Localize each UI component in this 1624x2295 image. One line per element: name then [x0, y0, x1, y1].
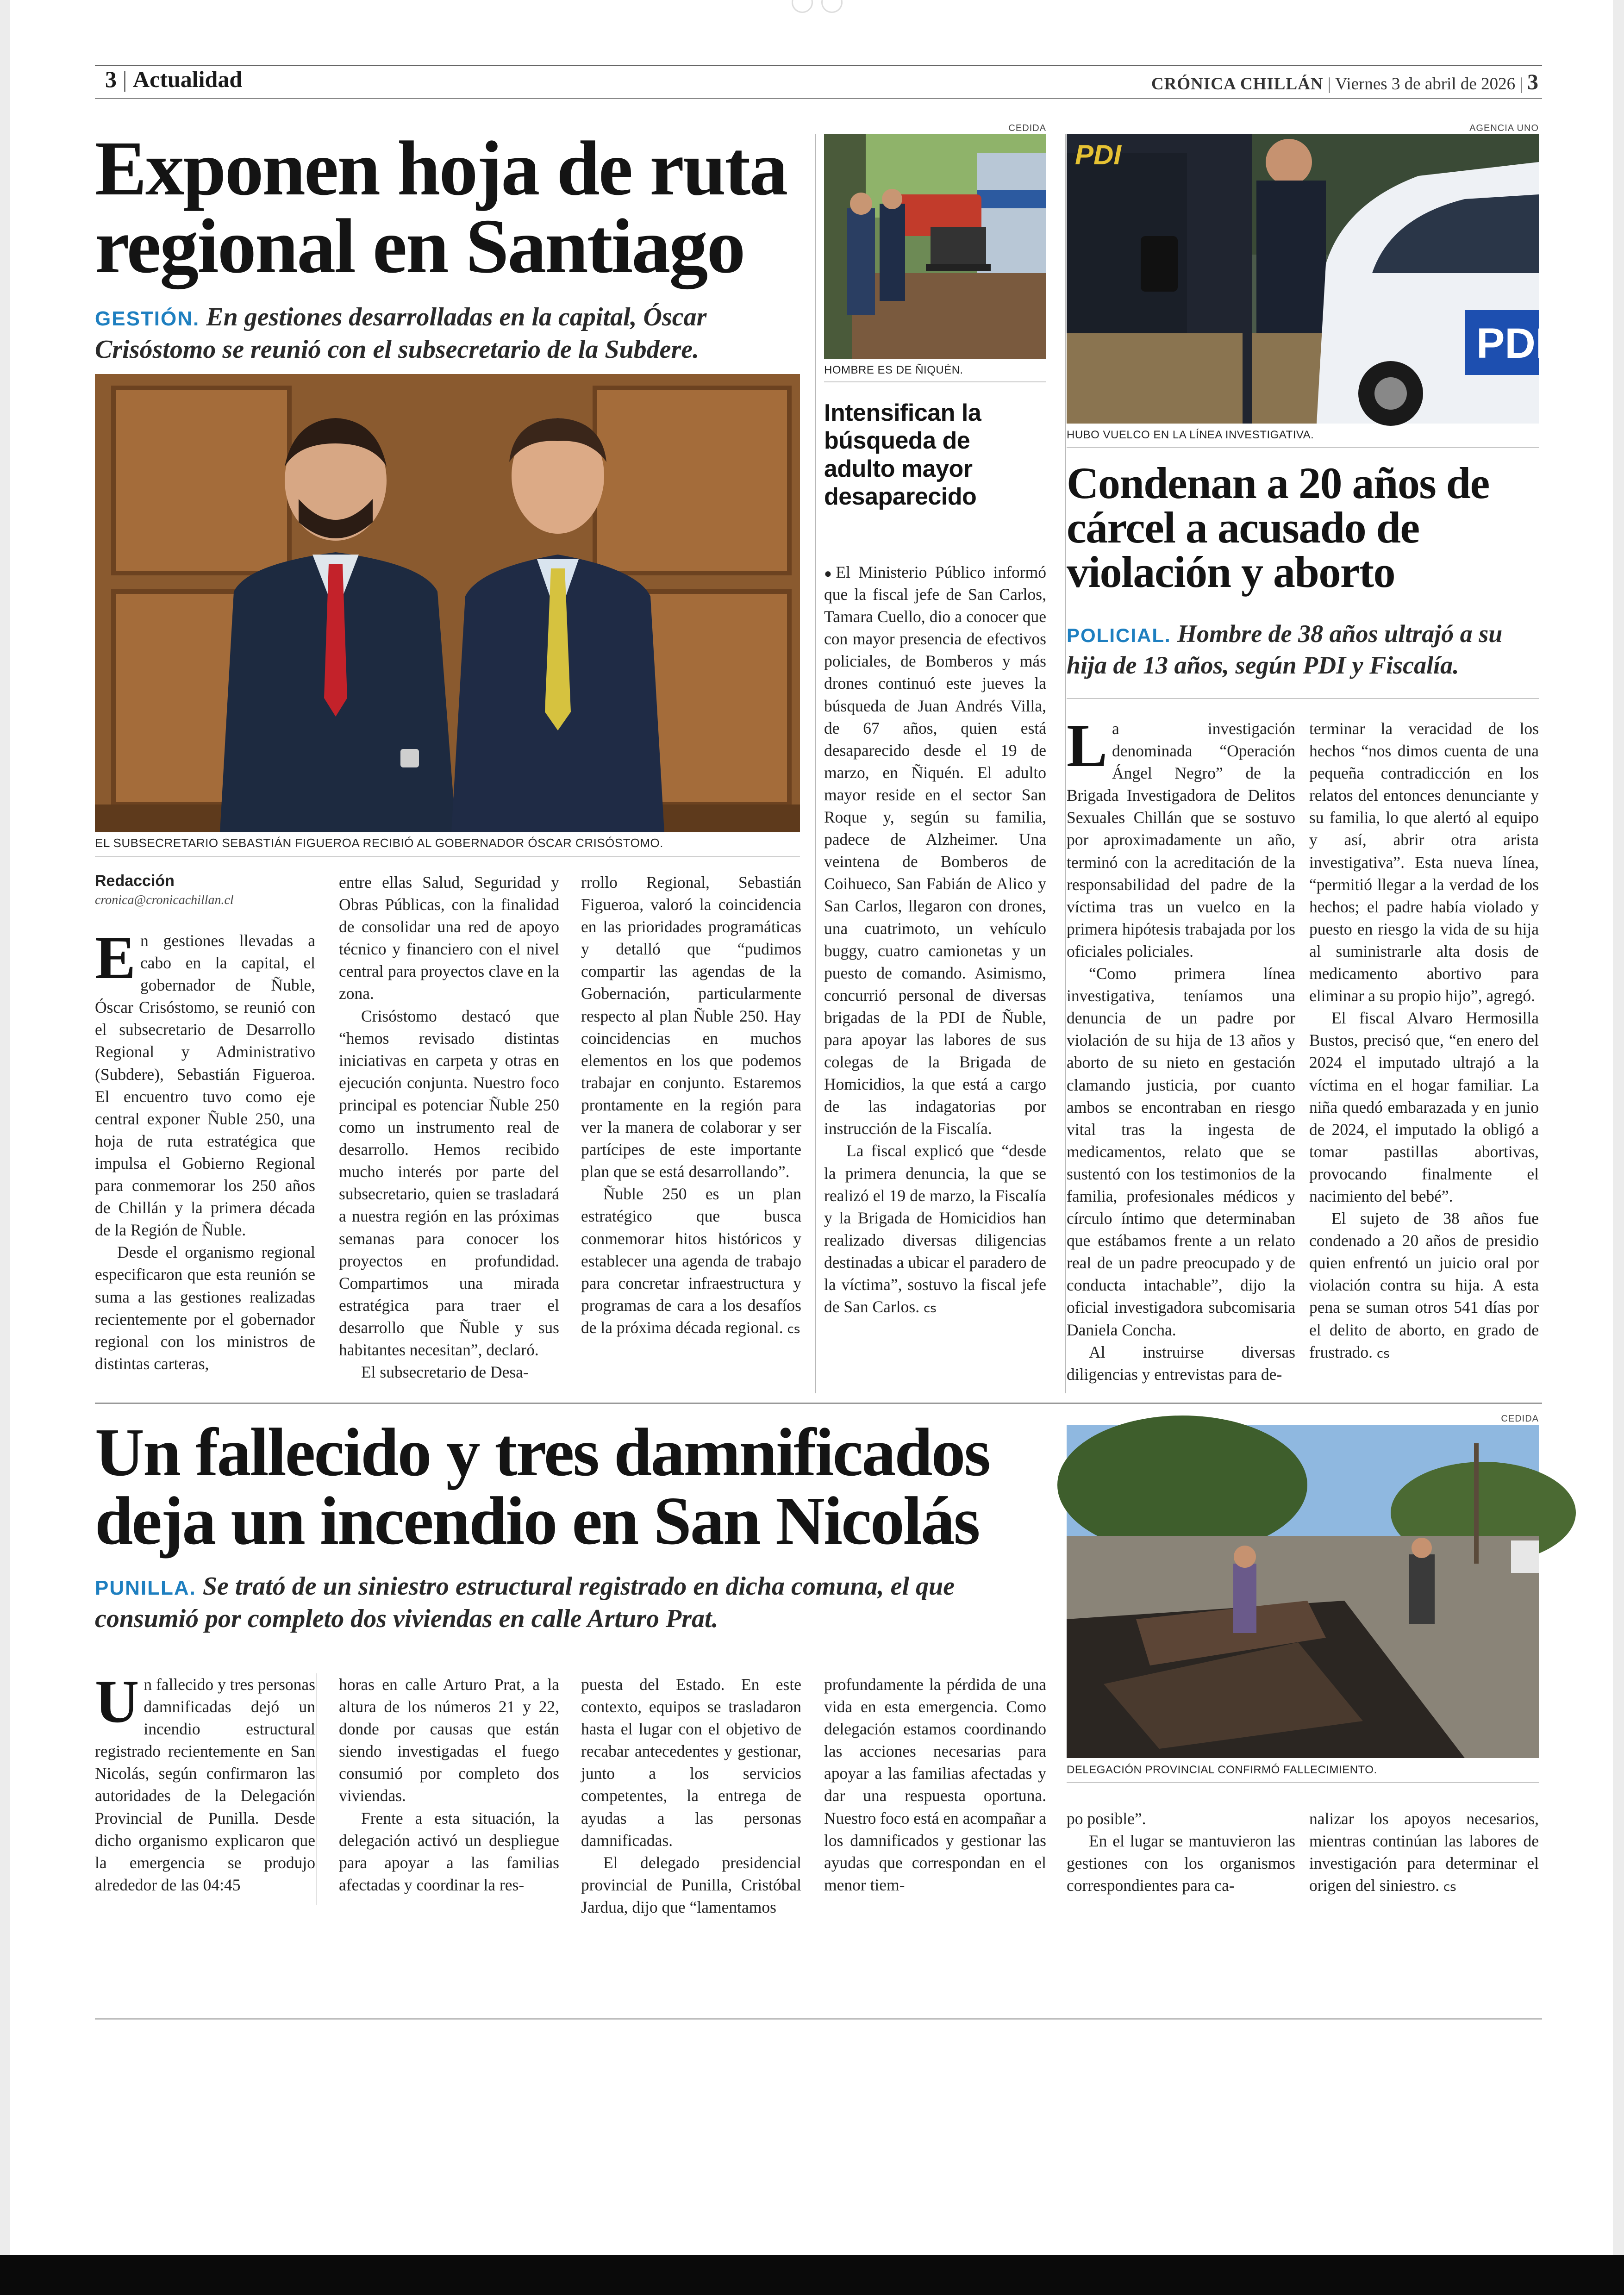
page-nav-dots[interactable]	[792, 0, 852, 12]
main-col3-p1: rrollo Regional, Sebastián Figueroa, valoró la coincidencia en las prioridades programáticas y detalló que “pudimos compartir las agendas de la Gobernación, particularmente respecto al plan Ñuble 250. Hay coincidencias en muchos elementos en los que podemos trabajar en conjunto. Estaremos prontamente en la región para ver la manera de colaborar y ser partícipes de este importante plan que se está desarrollando”.	[581, 873, 801, 1181]
fire-deck-line2: consumió por completo dos viviendas en calle Arturo Prat.	[95, 1604, 718, 1633]
side-caption-rule	[824, 381, 1046, 382]
main-col-1	[95, 870, 315, 1375]
police-headline-line3: violación y aborto	[1067, 547, 1395, 597]
fire-headline	[95, 1415, 990, 1559]
pdi-car-text: PDI	[1476, 320, 1548, 367]
fire-col-3	[581, 1673, 801, 1918]
fire-col5-p1: po posible”.	[1067, 1809, 1146, 1828]
main-headline-line2: regional en Santiago	[95, 203, 744, 289]
main-col2-p2: Crisóstomo destacó que “hemos revisado distintas iniciativas en carpeta y otras en ejecución conjunta. Nuestro foco principal es potenciar Ñuble 250 como un instrumento real de desarrollo. Hemos recibido mucho interés por parte del subsecretario, quien se trasladará a nuestra región en las próximas semanas para conocer los proyectos en profundidad. Compartimos una mirada estratégica para traer el desarrollo que Ñuble y sus habitantes necesitan”, declaró.	[339, 1006, 559, 1359]
fire-deck	[95, 1570, 1053, 1635]
page-bottom-rule	[95, 2018, 1542, 2020]
end-mark-icon: cs	[923, 1302, 937, 1316]
viewer-bottom-bar	[0, 2255, 1624, 2295]
page-number-right: 3	[1527, 70, 1539, 94]
fire-col3-p2: El delegado presidencial provincial de Punilla, Cristóbal Jardua, dijo que “lamentamos	[581, 1853, 801, 1916]
newspaper-page	[10, 0, 1613, 2255]
side-photo-caption: HOMBRE ES DE ÑIQUÉN.	[824, 364, 963, 376]
police-col-2	[1309, 717, 1539, 1363]
fire-drop-cap: U	[95, 1667, 139, 1735]
police-headline-line2: cárcel a acusado de	[1067, 503, 1419, 552]
main-kicker: GESTIÓN.	[95, 307, 200, 330]
police-col1-p2: “Como primera línea investigativa, teníamos una denuncia de un padre por violación de su hija de 13 años y aborto de su nieto en gestación clamando justicia, por cuanto ambos se encontraban en riesgo vital tras la ingesta de medicamentos, relato que se sustentó con los testimonios de la familia, profesionales médicos y círculo íntimo que determinaban que estábamos frente a un relato real de un padre preocupado y de conducta intachable”, dijo la oficial investigadora subcomisaria Daniela Concha.	[1067, 964, 1295, 1339]
fire-col-4	[824, 1673, 1046, 1896]
header-bottom-rule	[95, 98, 1542, 99]
fire-headline-line2: deja un incendio en San Nicolás	[95, 1483, 979, 1559]
end-mark-icon: cs	[1443, 1880, 1456, 1895]
main-col-3	[581, 871, 801, 1339]
main-drop-cap: E	[95, 923, 136, 992]
fire-deck-line1: Se trató de un siniestro estructural registrado en dicha comuna, el que	[202, 1572, 955, 1601]
side-photo	[824, 134, 1046, 359]
main-col2-p1: entre ellas Salud, Seguridad y Obras Públicas, con la finalidad de consolidar una red de apoyo técnico y financiero con el nivel central para proyectos clave en la zona.	[339, 873, 559, 1003]
main-col1-p2: Desde el organismo regional especificaron que esta reunión se suma a las gestiones realizadas recientemente por el gobernador regional con los ministros de distintas carteras,	[95, 1243, 315, 1373]
fire-photo-caption: DELEGACIÓN PROVINCIAL CONFIRMÓ FALLECIMIENTO.	[1067, 1764, 1377, 1776]
side-p1: El Ministerio Público informó que la fiscal jefe de San Carlos, Tamara Cuello, dio a conocer que con mayor presencia de efectivos policiales, de Bomberos y más drones continuó este jueves la búsqueda de Juan Andrés Villa, de 67 años, quien está desaparecido desde el 19 de marzo, en Ñiquén. El adulto mayor reside en el sector San Roque y, según su familia, padece de Alzheimer. Una veintena de Bomberos de Coihueco, San Fabián de Alico y San Carlos, llegaron con drones, una cuatrimoto, un vehículo buggy, cuatro camionetas y un puesto de comando. Asimismo, concurrió personal de diversas brigadas de la PDI de Ñuble, para apoyar las labores de sus colegas de la Brigada de Homicidios, la que está a cargo de las indagatorias por instrucción de la Fiscalía.	[824, 563, 1046, 1138]
main-headline-line1: Exponen hoja de ruta	[95, 125, 787, 212]
police-photo	[1067, 134, 1548, 424]
fire-headline-line1: Un fallecido y tres damnificados	[95, 1415, 990, 1491]
police-deck-rule	[1067, 698, 1539, 699]
police-photo-credit: AGENCIA UNO	[1469, 123, 1539, 133]
main-col1-p1: n gestiones llevadas a cabo en la capital, el gobernador de Ñuble, Óscar Crisóstomo, se reunió con el subsecretario de Desarrollo Regional y Administrativo (Subdere), Sebastián Figueroa. El encuentro tuvo como eje central exponer Ñuble 250, una hoja de ruta estratégica que impulsa el Gobierno Regional para conmemorar los 250 años de Chillán y la primera década de la Región de Ñuble.	[95, 931, 315, 1240]
main-col3-p2: Ñuble 250 es un plan estratégico que busca conmemorar hitos históricos y establecer una agenda de trabajo para concretar infraestructura y programas de cara a los desafíos de la próxima década regional.	[581, 1185, 801, 1337]
police-drop-cap: L	[1067, 711, 1108, 780]
fire-photo-credit: CEDIDA	[1501, 1414, 1539, 1424]
end-mark-icon: cs	[1376, 1347, 1390, 1361]
byline: Redacción	[95, 872, 175, 890]
fire-col1-p1: n fallecido y tres personas damnificadas dejó un incendio estructural registrado recientemente en San Nicolás, según confirmaron las autoridades de la Delegación Provincial de Punilla. Desde dicho organismo explicaron que la emergencia se produjo alrededor de las 04:45	[95, 1675, 315, 1894]
fire-col-2	[339, 1673, 559, 1896]
police-col1-p3: Al instruirse diversas diligencias y entrevistas para de-	[1067, 1342, 1295, 1384]
main-photo	[95, 374, 800, 832]
side-photo-credit: CEDIDA	[1008, 123, 1046, 133]
fire-photo	[1067, 1425, 1539, 1758]
side-p2: La fiscal explicó que “desde la primera denuncia, la que se realizó el 19 de marzo, la Fiscalía y la Brigada de Homicidios han realizado diversas diligencias destinadas a ubicar el paradero de la víctima”, sostuvo la fiscal jefe de San Carlos.	[824, 1141, 1046, 1316]
police-photo-caption: HUBO VUELCO EN LA LÍNEA INVESTIGATIVA.	[1067, 429, 1314, 441]
pdi-badge-text: PDI	[1075, 139, 1122, 170]
police-col1-p1: a investigación denominada “Operación Ángel Negro” de la Brigada Investigadora de Delitos Sexuales Chillán que se sostuvo por aproximadamente un año, terminó con la acreditación de la responsabilidad del padre de la víctima tras un vuelco en la primera hipótesis trabajada por los oficiales policiales.	[1067, 719, 1295, 960]
police-col-1	[1067, 711, 1295, 1385]
police-deck-text: Hombre de 38 años ultrajó a su hija de 13 años, según PDI y Fiscalía.	[1067, 620, 1503, 679]
fire-col-1	[95, 1667, 315, 1896]
main-col2-p3: El subsecretario de Desa-	[361, 1363, 529, 1382]
paper-name: CRÓNICA CHILLÁN	[1151, 75, 1324, 94]
section-separator	[95, 1403, 1542, 1404]
column-divider-1	[815, 134, 816, 1393]
police-caption-rule	[1067, 447, 1539, 448]
bullet-icon: ●	[824, 567, 836, 581]
police-headline-line1: Condenan a 20 años de	[1067, 458, 1489, 508]
end-mark-icon: cs	[787, 1322, 800, 1336]
police-col2-p2: El fiscal Alvaro Hermosilla Bustos, precisó que, “en enero del 2024 el imputado ultrajó a la víctima en el hogar familiar. La niña quedó embarazada y en junio de 2024, el imputado la obligó a tomar pastillas abortivas, provocando finalmente el nacimiento del bebé”.	[1309, 1009, 1539, 1205]
side-headline: Intensifican la búsqueda de adulto mayor desaparecido	[824, 399, 981, 510]
main-caption-rule	[95, 856, 800, 857]
fire-ruins-illustration	[1067, 1425, 1539, 1758]
fire-col2-p2: Frente a esta situación, la delegación activó un despliegue para apoyar a las familias afectadas y coordinar la res-	[339, 1809, 559, 1894]
fire-col6-p1: nalizar los apoyos necesarios, mientras continúan las labores de investigación para determinar el origen del siniestro.	[1309, 1809, 1539, 1895]
main-photo-caption: EL SUBSECRETARIO SEBASTIÁN FIGUEROA RECIBIÓ AL GOBERNADOR ÓSCAR CRISÓSTOMO.	[95, 836, 663, 850]
pdi-officers-illustration	[1067, 134, 1539, 424]
fire-col-divider-1	[316, 1673, 317, 1905]
police-headline	[1067, 458, 1489, 597]
fire-col-6	[1309, 1808, 1539, 1896]
side-body	[824, 561, 1046, 1318]
fire-caption-rule	[1067, 1782, 1539, 1783]
section-name: Actualidad	[133, 66, 243, 92]
police-col2-p3: El sujeto de 38 años fue condenado a 20 años de presidio quien enfrentó un juicio oral por violación contra su hija. A esta pena se suman otros 541 días por el delito de aborto, en grado de frustrado.	[1309, 1209, 1539, 1361]
fire-col2-p1: horas en calle Arturo Prat, a la altura de los números 21 y 22, donde por causas que están siendo investigadas el fuego consumió por completo dos viviendas.	[339, 1675, 559, 1805]
byline-email[interactable]: cronica@cronicachillan.cl	[95, 893, 234, 908]
header-top-rule	[95, 65, 1542, 66]
police-kicker: POLICIAL.	[1067, 624, 1171, 646]
fire-col3-p1: puesta del Estado. En este contexto, equipos se trasladaron hasta el lugar con el objetivo de recabar antecedentes y gestionar, junto a los servicios competentes, la entrega de ayudas a las personas damnificadas.	[581, 1675, 801, 1850]
masthead-right: CRÓNICA CHILLÁN | Viernes 3 de abril de 2026 | 3	[1151, 70, 1539, 94]
fire-col5-p2: En el lugar se mantuvieron las gestiones con los organismos correspondientes para ca-	[1067, 1832, 1295, 1895]
main-col-2	[339, 871, 559, 1383]
police-deck	[1067, 618, 1539, 681]
main-headline	[95, 125, 787, 289]
page-number-left: 3	[105, 66, 117, 92]
fire-col4-p1: profundamente la pérdida de una vida en esta emergencia. Como delegación estamos coordinando las acciones necesarias para apoyar a las familias afectadas y dar una respuesta oportuna. Nuestro foco está en acompañar a los damnificados y gestionar las ayudas que correspondan en el menor tiem-	[824, 1675, 1047, 1894]
fire-kicker: PUNILLA.	[95, 1577, 196, 1599]
main-deck	[95, 301, 775, 366]
column-divider-2	[1065, 134, 1066, 1393]
police-col2-p1: terminar la veracidad de los hechos “nos dimos cuenta de una pequeña contradicción en los relatos del entonces denunciante y su familia, lo que alertó al equipo y así, abrir otra arista investigativa”. Esta nueva línea, “permitió llegar a la verdad de los hechos; el padre había violado y puesto en riesgo la vida de su hija al suministrarle alta dosis de medicamento abortivo para eliminar a su propio hijo”, agregó.	[1309, 719, 1539, 1005]
fire-col-5	[1067, 1808, 1295, 1896]
section-header: 3 | Actualidad	[105, 66, 243, 92]
officials-photo-illustration	[95, 374, 800, 832]
search-scene-illustration	[824, 134, 1046, 359]
main-deck-text: En gestiones desarrolladas en la capital, Óscar Crisóstomo se reunió con el subsecretario de la Subdere.	[95, 303, 707, 364]
issue-date: Viernes 3 de abril de 2026	[1335, 75, 1516, 94]
